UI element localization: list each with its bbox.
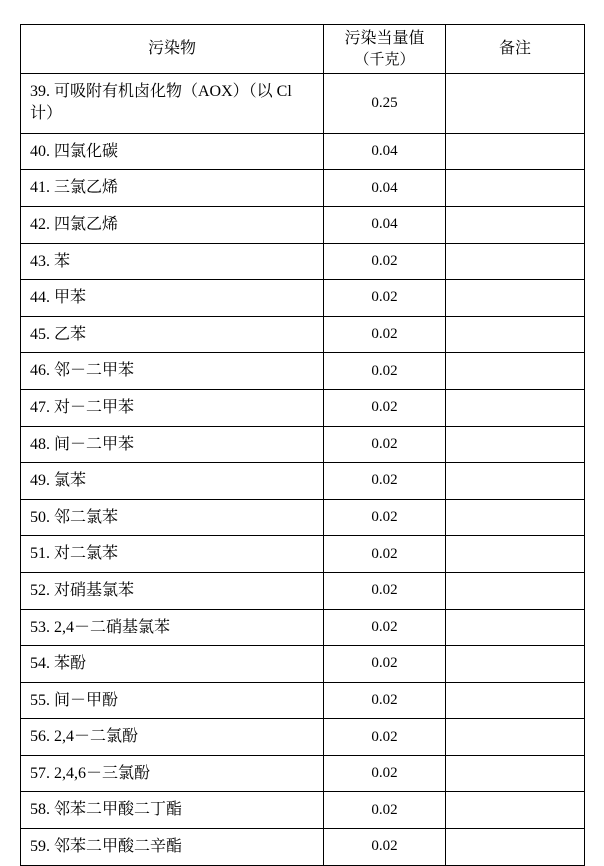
table-row <box>21 572 585 609</box>
table-row <box>21 719 585 756</box>
table-row <box>21 426 585 463</box>
cell-equivalent-value: 0.02 <box>324 682 446 719</box>
table-row <box>21 609 585 646</box>
cell-equivalent-value: 0.02 <box>324 755 446 792</box>
cell-remark <box>446 609 585 646</box>
cell-remark <box>446 243 585 280</box>
cell-equivalent-value: 0.02 <box>324 792 446 829</box>
cell-equivalent-value: 0.02 <box>324 463 446 500</box>
cell-remark <box>446 74 585 134</box>
cell-remark <box>446 463 585 500</box>
cell-equivalent-value: 0.02 <box>324 426 446 463</box>
cell-remark <box>446 316 585 353</box>
table-row <box>21 74 585 134</box>
table-row <box>21 646 585 683</box>
cell-equivalent-value: 0.02 <box>324 646 446 683</box>
cell-remark <box>446 682 585 719</box>
cell-pollutant-name: 40. 四氯化碳 <box>21 133 324 170</box>
cell-equivalent-value: 0.04 <box>324 206 446 243</box>
table-row <box>21 499 585 536</box>
cell-pollutant-name: 54. 苯酚 <box>21 646 324 683</box>
cell-remark <box>446 280 585 317</box>
column-header-remark: 备注 <box>446 25 585 74</box>
cell-pollutant-name: 44. 甲苯 <box>21 280 324 317</box>
cell-remark <box>446 389 585 426</box>
column-header-equivalent-value-main: 污染当量值 <box>344 30 425 48</box>
cell-pollutant-name: 53. 2,4－二硝基氯苯 <box>21 609 324 646</box>
cell-pollutant-name: 56. 2,4－二氯酚 <box>21 719 324 756</box>
cell-remark <box>446 572 585 609</box>
pollutant-equivalent-table <box>20 24 585 866</box>
table-row <box>21 353 585 390</box>
cell-pollutant-name: 46. 邻－二甲苯 <box>21 353 324 390</box>
table-row <box>21 792 585 829</box>
cell-remark <box>446 426 585 463</box>
cell-equivalent-value: 0.02 <box>324 536 446 573</box>
cell-pollutant-name: 43. 苯 <box>21 243 324 280</box>
cell-pollutant-name: 41. 三氯乙烯 <box>21 170 324 207</box>
column-header-equivalent-value <box>324 25 446 74</box>
cell-equivalent-value: 0.02 <box>324 609 446 646</box>
table-row <box>21 829 585 866</box>
header-row <box>21 25 585 74</box>
table-row <box>21 133 585 170</box>
cell-remark <box>446 133 585 170</box>
table-row <box>21 280 585 317</box>
cell-pollutant-name: 49. 氯苯 <box>21 463 324 500</box>
cell-remark <box>446 206 585 243</box>
cell-pollutant-name: 50. 邻二氯苯 <box>21 499 324 536</box>
table-body <box>21 74 585 866</box>
cell-pollutant-name: 59. 邻苯二甲酸二辛酯 <box>21 829 324 866</box>
cell-equivalent-value: 0.25 <box>324 74 446 134</box>
cell-pollutant-name: 52. 对硝基氯苯 <box>21 572 324 609</box>
table-row <box>21 463 585 500</box>
table-row <box>21 206 585 243</box>
cell-equivalent-value: 0.02 <box>324 719 446 756</box>
cell-pollutant-name: 51. 对二氯苯 <box>21 536 324 573</box>
cell-remark <box>446 536 585 573</box>
cell-remark <box>446 170 585 207</box>
cell-equivalent-value: 0.04 <box>324 170 446 207</box>
cell-pollutant-name: 58. 邻苯二甲酸二丁酯 <box>21 792 324 829</box>
cell-remark <box>446 499 585 536</box>
cell-pollutant-name: 55. 间－甲酚 <box>21 682 324 719</box>
cell-equivalent-value: 0.02 <box>324 572 446 609</box>
cell-pollutant-name: 47. 对－二甲苯 <box>21 389 324 426</box>
cell-equivalent-value: 0.02 <box>324 280 446 317</box>
table-row <box>21 170 585 207</box>
table-row <box>21 682 585 719</box>
table-row <box>21 755 585 792</box>
cell-remark <box>446 719 585 756</box>
cell-remark <box>446 353 585 390</box>
cell-remark <box>446 755 585 792</box>
table-row <box>21 243 585 280</box>
table-row <box>21 536 585 573</box>
cell-pollutant-name: 39. 可吸附有机卤化物（AOX）（以 Cl 计） <box>21 74 324 134</box>
column-header-equivalent-value-unit: （千克） <box>354 51 415 68</box>
cell-equivalent-value: 0.02 <box>324 389 446 426</box>
cell-equivalent-value: 0.02 <box>324 243 446 280</box>
cell-equivalent-value: 0.02 <box>324 353 446 390</box>
cell-equivalent-value: 0.02 <box>324 829 446 866</box>
cell-remark <box>446 646 585 683</box>
table-row <box>21 389 585 426</box>
cell-pollutant-name: 45. 乙苯 <box>21 316 324 353</box>
cell-pollutant-name: 48. 间－二甲苯 <box>21 426 324 463</box>
cell-remark <box>446 829 585 866</box>
cell-equivalent-value: 0.04 <box>324 133 446 170</box>
cell-pollutant-name: 57. 2,4,6－三氯酚 <box>21 755 324 792</box>
cell-remark <box>446 792 585 829</box>
column-header-pollutant: 污染物 <box>21 25 324 74</box>
cell-equivalent-value: 0.02 <box>324 316 446 353</box>
cell-equivalent-value: 0.02 <box>324 499 446 536</box>
cell-pollutant-name: 42. 四氯乙烯 <box>21 206 324 243</box>
table-header <box>21 25 585 74</box>
table-row <box>21 316 585 353</box>
